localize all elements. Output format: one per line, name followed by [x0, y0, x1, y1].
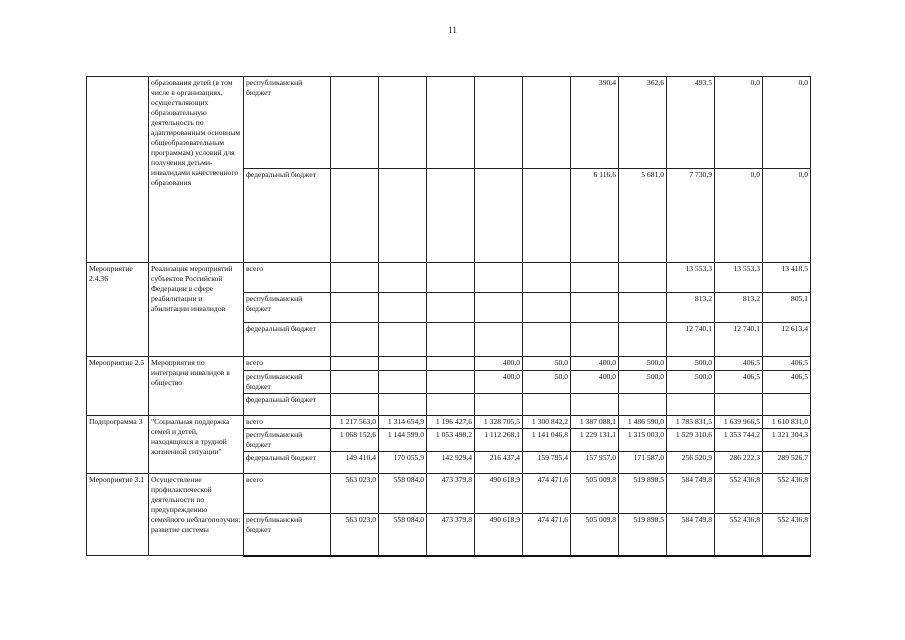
measure-id-cell: Мероприятие 2.4.36 — [87, 263, 149, 357]
value-cell — [427, 357, 475, 371]
value-cell — [379, 77, 427, 169]
value-cell: 1 785 831,5 — [667, 416, 715, 429]
measure-id-cell: Мероприятие 2.5 — [87, 357, 149, 416]
value-cell: 558 084,0 — [379, 474, 427, 514]
funding-source-cell: республиканский бюджет — [244, 371, 331, 394]
value-cell — [427, 371, 475, 394]
measure-id-cell: Мероприятие 3.1 — [87, 474, 149, 556]
value-cell: 473 379,8 — [427, 474, 475, 514]
value-cell: 474 471,6 — [523, 474, 571, 514]
value-cell: 216 437,4 — [475, 452, 523, 474]
value-cell: 1 529 310,6 — [667, 429, 715, 452]
value-cell: 584 749,8 — [667, 514, 715, 556]
value-cell: 50,0 — [523, 357, 571, 371]
value-cell — [571, 293, 619, 323]
value-cell — [331, 169, 379, 263]
value-cell: 0,0 — [763, 77, 811, 169]
measure-name-cell: "Социальная поддержка семей и детей, находящихся в трудной жизненной ситуации" — [149, 416, 244, 474]
value-cell: 473 379,8 — [427, 514, 475, 556]
table-row — [87, 474, 811, 514]
value-cell: 1 300 842,2 — [523, 416, 571, 429]
measure-name-cell: Осуществление профилактической деятельности по предупреждению семейного неблагополучия; развитие системы — [149, 474, 244, 556]
value-cell: 552 436,8 — [715, 514, 763, 556]
value-cell: 500,0 — [667, 371, 715, 394]
value-cell: 406,5 — [715, 357, 763, 371]
value-cell — [379, 357, 427, 371]
value-cell — [475, 323, 523, 357]
value-cell — [427, 169, 475, 263]
value-cell: 13 418,5 — [763, 263, 811, 293]
value-cell: 519 898,5 — [619, 514, 667, 556]
value-cell — [379, 394, 427, 416]
value-cell: 1 229 131,1 — [571, 429, 619, 452]
value-cell: 1 141 046,8 — [523, 429, 571, 452]
value-cell: 7 730,9 — [667, 169, 715, 263]
funding-source-cell: республиканский бюджет — [244, 293, 331, 323]
value-cell: 5 681,0 — [619, 169, 667, 263]
value-cell — [619, 394, 667, 416]
value-cell — [427, 263, 475, 293]
value-cell: 171 587,0 — [619, 452, 667, 474]
value-cell: 1 353 744,2 — [715, 429, 763, 452]
value-cell — [475, 293, 523, 323]
value-cell — [331, 293, 379, 323]
funding-source-cell: всего — [244, 416, 331, 429]
value-cell: 813,2 — [715, 293, 763, 323]
value-cell — [475, 263, 523, 293]
value-cell: 0,0 — [715, 169, 763, 263]
value-cell — [571, 263, 619, 293]
value-cell: 500,0 — [619, 371, 667, 394]
value-cell — [331, 394, 379, 416]
value-cell — [763, 394, 811, 416]
value-cell: 400,0 — [475, 357, 523, 371]
value-cell — [427, 323, 475, 357]
value-cell — [523, 169, 571, 263]
value-cell: 362,6 — [619, 77, 667, 169]
value-cell: 400,0 — [571, 371, 619, 394]
value-cell: 390,4 — [571, 77, 619, 169]
value-cell — [331, 77, 379, 169]
value-cell: 519 898,5 — [619, 474, 667, 514]
value-cell: 12 740,1 — [667, 323, 715, 357]
value-cell — [379, 371, 427, 394]
value-cell: 505 009,8 — [571, 514, 619, 556]
table-row — [87, 77, 811, 169]
funding-source-cell: всего — [244, 263, 331, 293]
value-cell — [523, 77, 571, 169]
value-cell: 1 144 599,0 — [379, 429, 427, 452]
value-cell: 170 055,9 — [379, 452, 427, 474]
value-cell: 400,0 — [571, 357, 619, 371]
value-cell: 1 314 654,9 — [379, 416, 427, 429]
value-cell: 552 436,8 — [715, 474, 763, 514]
value-cell: 13 553,3 — [715, 263, 763, 293]
value-cell — [379, 169, 427, 263]
value-cell: 0,0 — [763, 169, 811, 263]
value-cell — [571, 323, 619, 357]
value-cell: 149 410,4 — [331, 452, 379, 474]
measure-id-cell: Подпрограмма 3 — [87, 416, 149, 474]
value-cell: 563 023,0 — [331, 474, 379, 514]
value-cell: 406,5 — [715, 371, 763, 394]
value-cell: 1 639 966,5 — [715, 416, 763, 429]
value-cell: 256 520,9 — [667, 452, 715, 474]
value-cell: 1 315 003,0 — [619, 429, 667, 452]
value-cell — [619, 323, 667, 357]
value-cell — [427, 394, 475, 416]
value-cell — [379, 263, 427, 293]
measure-name-cell: Реализация мероприятий субъектов Российской Федерации в сфере реабилитации и абилитации инвалидов — [149, 263, 244, 357]
value-cell — [619, 293, 667, 323]
value-cell: 12 740,1 — [715, 323, 763, 357]
value-cell: 490 618,9 — [475, 474, 523, 514]
value-cell — [427, 293, 475, 323]
value-cell: 552 436,8 — [763, 474, 811, 514]
value-cell — [619, 263, 667, 293]
value-cell: 6 116,6 — [571, 169, 619, 263]
value-cell — [331, 323, 379, 357]
value-cell: 1 196 427,6 — [427, 416, 475, 429]
value-cell: 1 112 268,1 — [475, 429, 523, 452]
value-cell — [523, 263, 571, 293]
value-cell: 558 084,0 — [379, 514, 427, 556]
value-cell: 1 387 088,1 — [571, 416, 619, 429]
value-cell: 406,5 — [763, 371, 811, 394]
value-cell: 1 068 152,6 — [331, 429, 379, 452]
value-cell: 12 613,4 — [763, 323, 811, 357]
value-cell: 286 222,3 — [715, 452, 763, 474]
value-cell: 563 023,0 — [331, 514, 379, 556]
value-cell — [475, 77, 523, 169]
value-cell: 505 009,8 — [571, 474, 619, 514]
funding-source-cell: республиканский бюджет — [244, 77, 331, 169]
value-cell: 142 929,4 — [427, 452, 475, 474]
value-cell — [331, 357, 379, 371]
value-cell: 584 749,8 — [667, 474, 715, 514]
measure-id-cell — [87, 77, 149, 263]
value-cell — [523, 293, 571, 323]
value-cell: 1 053 498,2 — [427, 429, 475, 452]
funding-source-cell: федеральный бюджет — [244, 394, 331, 416]
value-cell: 0,0 — [715, 77, 763, 169]
value-cell — [523, 394, 571, 416]
value-cell — [331, 371, 379, 394]
value-cell — [523, 323, 571, 357]
table-row — [87, 357, 811, 371]
funding-source-cell: республиканский бюджет — [244, 429, 331, 452]
value-cell: 813,2 — [667, 293, 715, 323]
value-cell: 1 486 590,0 — [619, 416, 667, 429]
measure-name-cell: образования детей (в том числе в организациях, осуществляющих образовательную деятельность по адаптированным основным общеобразовательным программам) условий для получения детьми-инвалидами качественного образования — [149, 77, 244, 263]
value-cell: 500,0 — [619, 357, 667, 371]
value-cell — [475, 394, 523, 416]
value-cell: 1 321 304,3 — [763, 429, 811, 452]
value-cell — [475, 169, 523, 263]
value-cell — [571, 394, 619, 416]
value-cell: 805,1 — [763, 293, 811, 323]
funding-source-cell: республиканский бюджет — [244, 514, 331, 556]
value-cell: 289 526,7 — [763, 452, 811, 474]
value-cell: 490 618,9 — [475, 514, 523, 556]
measure-name-cell: Мероприятия по интеграции инвалидов в общество — [149, 357, 244, 416]
value-cell: 500,0 — [667, 357, 715, 371]
value-cell — [331, 263, 379, 293]
value-cell: 13 553,3 — [667, 263, 715, 293]
funding-source-cell: федеральный бюджет — [244, 323, 331, 357]
value-cell: 50,0 — [523, 371, 571, 394]
value-cell: 159 795,4 — [523, 452, 571, 474]
value-cell — [715, 394, 763, 416]
table-row — [87, 416, 811, 429]
value-cell — [667, 394, 715, 416]
value-cell: 552 436,8 — [763, 514, 811, 556]
funding-source-cell: федеральный бюджет — [244, 452, 331, 474]
value-cell: 493,5 — [667, 77, 715, 169]
value-cell — [427, 77, 475, 169]
value-cell: 1 217 563,0 — [331, 416, 379, 429]
table-row — [87, 263, 811, 293]
value-cell: 400,0 — [475, 371, 523, 394]
value-cell — [379, 323, 427, 357]
funding-source-cell: всего — [244, 474, 331, 514]
page-number: 11 — [448, 25, 457, 35]
funding-source-cell: всего — [244, 357, 331, 371]
value-cell — [379, 293, 427, 323]
funding-source-cell: федеральный бюджет — [244, 169, 331, 263]
budget-table — [86, 76, 811, 557]
value-cell: 1 328 705,5 — [475, 416, 523, 429]
value-cell: 474 471,6 — [523, 514, 571, 556]
value-cell: 157 957,0 — [571, 452, 619, 474]
value-cell: 1 610 831,0 — [763, 416, 811, 429]
value-cell: 406,5 — [763, 357, 811, 371]
